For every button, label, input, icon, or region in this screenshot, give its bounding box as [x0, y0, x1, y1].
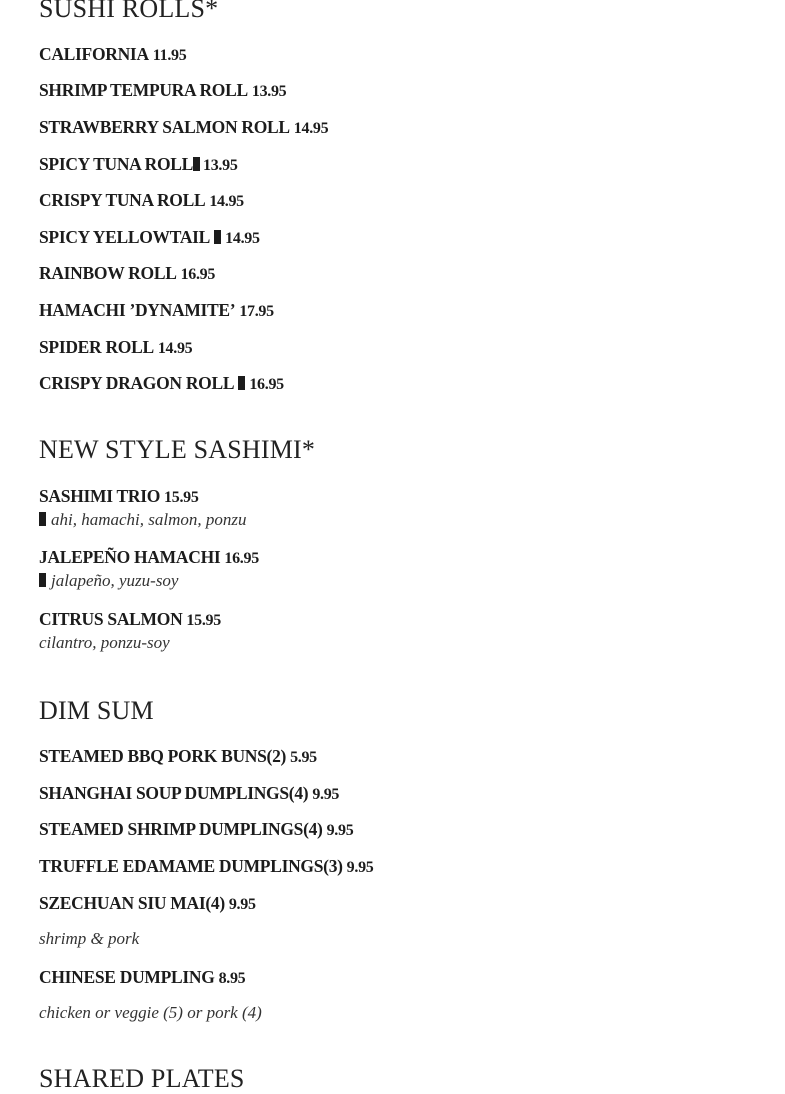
menu-item [39, 116, 328, 140]
section-title-shared-plates: SHARED PLATES [39, 1064, 245, 1093]
menu-item [39, 226, 260, 250]
menu-item [39, 546, 259, 570]
menu-item [39, 966, 245, 990]
item-description [39, 509, 247, 531]
item-price: 16.95 [224, 550, 259, 567]
item-price: 15.95 [164, 489, 199, 506]
section-title-dim-sum: DIM SUM [39, 696, 154, 725]
item-name: CHINESE DUMPLING [39, 967, 215, 987]
menu-item [39, 79, 286, 103]
menu-item [39, 299, 274, 323]
menu-item [39, 372, 284, 396]
item-price: 9.95 [312, 786, 340, 803]
menu-item [39, 43, 186, 67]
menu-item [39, 855, 373, 879]
item-price: 14.95 [157, 340, 193, 357]
spicy-icon [193, 157, 200, 171]
menu-item [39, 336, 192, 360]
item-name: CALIFORNIA [39, 44, 149, 64]
item-name: STEAMED BBQ PORK BUNS(2) [39, 746, 287, 766]
description-text: shrimp & pork [39, 929, 140, 948]
item-description [39, 632, 170, 654]
item-price: 9.95 [346, 859, 374, 876]
spicy-icon [214, 230, 221, 244]
item-price: 11.95 [152, 47, 187, 64]
item-name: JALEPEÑO HAMACHI [39, 547, 221, 567]
item-name: SASHIMI TRIO [39, 486, 161, 506]
item-description [39, 570, 178, 592]
item-price: 14.95 [209, 193, 244, 210]
item-price: 14.95 [225, 230, 260, 247]
item-name: SZECHUAN SIU MAI(4) [39, 893, 225, 913]
item-price: 14.95 [293, 120, 329, 137]
spicy-icon [238, 376, 245, 390]
spicy-icon [39, 573, 46, 587]
item-name: SPICY YELLOWTAIL [39, 227, 210, 247]
item-price: 13.95 [251, 83, 287, 100]
item-price: 9.95 [326, 822, 354, 839]
menu-item [39, 153, 238, 177]
item-price: 8.95 [218, 970, 246, 987]
item-name: SHANGHAI SOUP DUMPLINGS(4) [39, 783, 309, 803]
menu-item [39, 745, 317, 769]
item-name: HAMACHI ’DYNAMITE’ [39, 300, 236, 320]
description-text: cilantro, ponzu-soy [39, 633, 170, 652]
item-name: SHRIMP TEMPURA ROLL [39, 80, 248, 100]
spicy-icon [39, 512, 46, 526]
item-name: SPIDER ROLL [39, 337, 154, 357]
menu-item [39, 782, 339, 806]
description-text: chicken or veggie (5) or pork (4) [39, 1003, 262, 1022]
item-name: TRUFFLE EDAMAME DUMPLINGS(3) [39, 856, 343, 876]
description-text: ahi, hamachi, salmon, ponzu [51, 510, 247, 529]
section-title-new-style-sashimi: NEW STYLE SASHIMI* [39, 435, 316, 464]
item-name: RAINBOW ROLL [39, 263, 177, 283]
item-price: 13.95 [203, 157, 238, 174]
item-name: CRISPY DRAGON ROLL [39, 373, 234, 393]
item-name: STEAMED SHRIMP DUMPLINGS(4) [39, 819, 323, 839]
item-price: 16.95 [249, 376, 284, 393]
item-price: 17.95 [239, 303, 274, 320]
item-name: CRISPY TUNA ROLL [39, 190, 206, 210]
item-price: 15.95 [186, 612, 221, 629]
item-description [39, 1002, 262, 1024]
section-title-sushi-rolls: SUSHI ROLLS* [39, 0, 219, 23]
item-name: CITRUS SALMON [39, 609, 183, 629]
item-name: STRAWBERRY SALMON ROLL [39, 117, 290, 137]
description-text: jalapeño, yuzu-soy [51, 571, 179, 590]
menu-item [39, 818, 353, 842]
menu-item [39, 892, 256, 916]
item-name: SPICY TUNA ROLL [39, 154, 194, 174]
item-description [39, 928, 139, 950]
menu-item [39, 485, 199, 509]
item-price: 9.95 [228, 896, 256, 913]
item-price: 16.95 [180, 266, 216, 283]
menu-item [39, 608, 221, 632]
menu-item [39, 262, 215, 286]
item-price: 5.95 [290, 749, 317, 766]
menu-item [39, 189, 244, 213]
